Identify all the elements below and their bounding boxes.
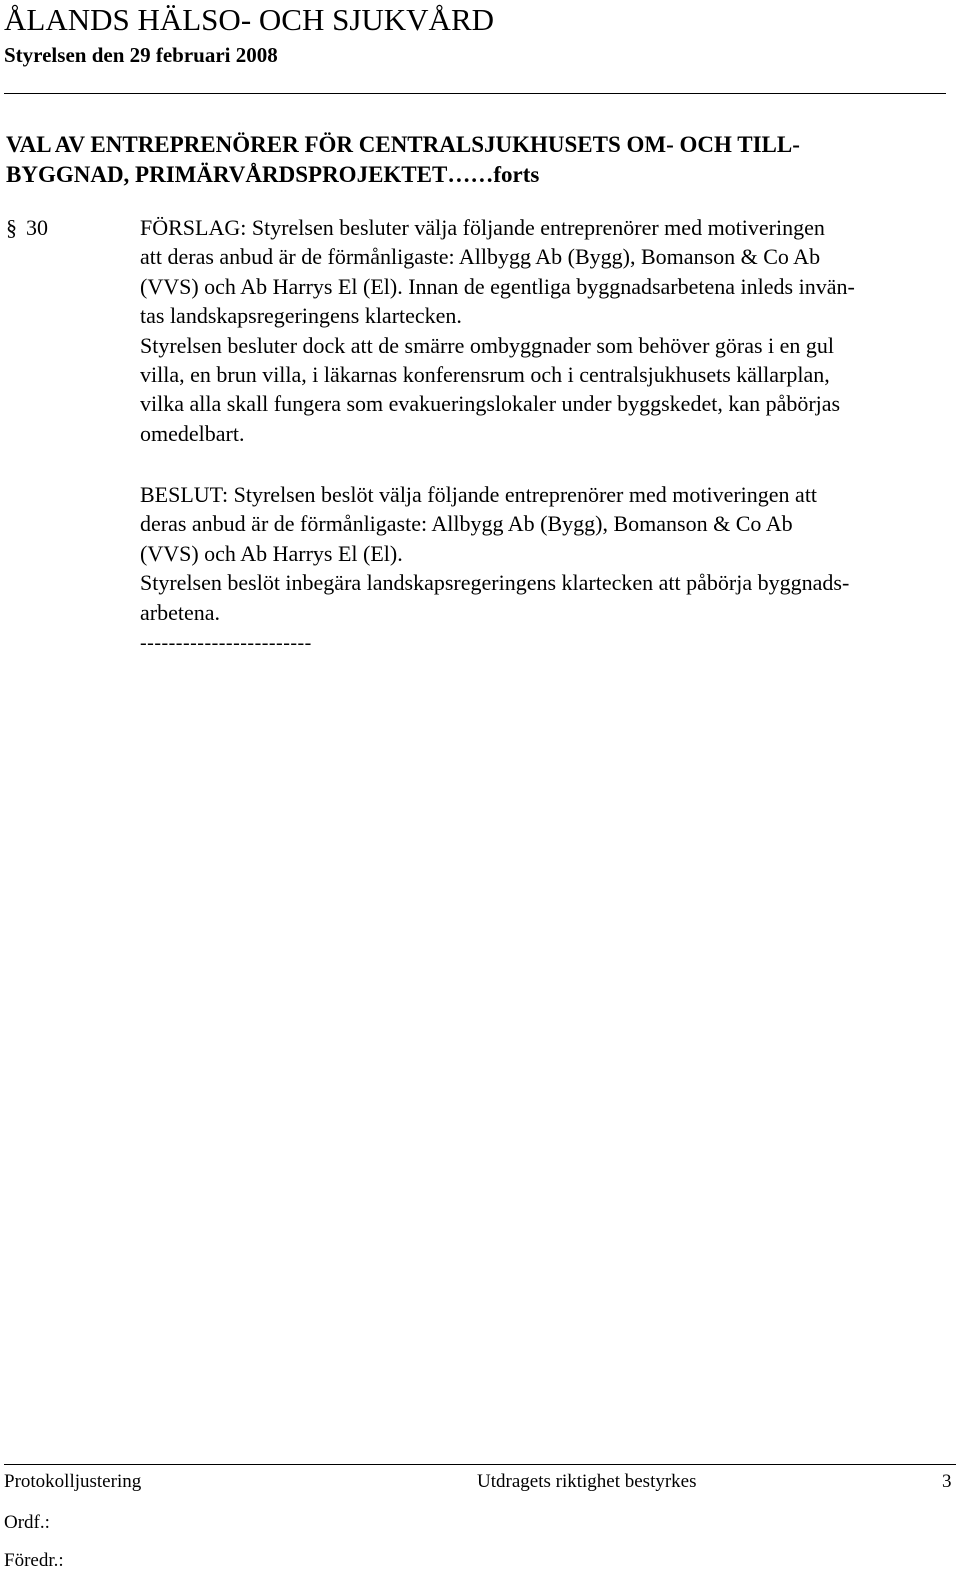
footer-certification: Utdragets riktighet bestyrkes — [477, 1471, 697, 1492]
proposal-line: att deras anbud är de förmånligaste: Allbygg Ab (Bygg), Bomanson & Co Ab — [140, 244, 821, 270]
decision-line: (VVS) och Ab Harrys El (El). — [140, 540, 403, 566]
paragraph-sign: § — [6, 215, 17, 240]
proposal-line: Styrelsen besluter dock att de smärre ombyggnader som behöver göras i en gul — [140, 332, 835, 358]
header-divider — [4, 93, 946, 94]
section-heading — [6, 130, 946, 190]
footer-protokolljustering: Protokolljustering — [4, 1471, 142, 1492]
proposal-line: villa, en brun villa, i läkarnas konferensrum och i centralsjukhusets källarplan, — [140, 362, 830, 388]
decision-line: BESLUT: Styrelsen beslöt välja följande entreprenörer med motiveringen att — [140, 482, 818, 507]
proposal-line: omedelbart. — [140, 420, 245, 446]
footer-divider — [4, 1464, 956, 1465]
page-number: 3 — [942, 1471, 952, 1492]
section-heading-line: BYGGNAD, PRIMÄRVÅRDSPROJEKTET……forts — [6, 162, 540, 187]
decision-line: arbetena. — [140, 599, 220, 625]
proposal-line: FÖRSLAG: Styrelsen besluter välja följande entreprenörer med motiveringen — [140, 215, 825, 240]
section-heading-line: VAL AV ENTREPRENÖRER FÖR CENTRALSJUKHUSETS OM- OCH TILL- — [6, 132, 800, 157]
meeting-date: Styrelsen den 29 februari 2008 — [4, 43, 278, 67]
decision-text — [140, 480, 950, 627]
proposal-line: tas landskapsregeringens klartecken. — [140, 303, 462, 329]
organization-title: ÅLANDS HÄLSO- OCH SJUKVÅRD — [4, 2, 495, 37]
decision-line: deras anbud är de förmånligaste: Allbygg Ab (Bygg), Bomanson & Co Ab — [140, 511, 793, 537]
proposal-text — [140, 213, 950, 448]
footer-foredr-label: Föredr.: — [4, 1550, 64, 1571]
decision-line: Styrelsen beslöt inbegära landskapsregeringens klartecken att påbörja byggnads- — [140, 570, 850, 596]
footer-ordf-label: Ordf.: — [4, 1512, 50, 1533]
end-marker: ------------------------ — [140, 632, 312, 654]
proposal-line: (VVS) och Ab Harrys El (El). Innan de egentliga byggnadsarbetena inleds invän- — [140, 273, 855, 299]
paragraph-number: 30 — [26, 215, 48, 240]
proposal-line: vilka alla skall fungera som evakueringslokaler under byggskedet, kan påbörjas — [140, 391, 841, 417]
